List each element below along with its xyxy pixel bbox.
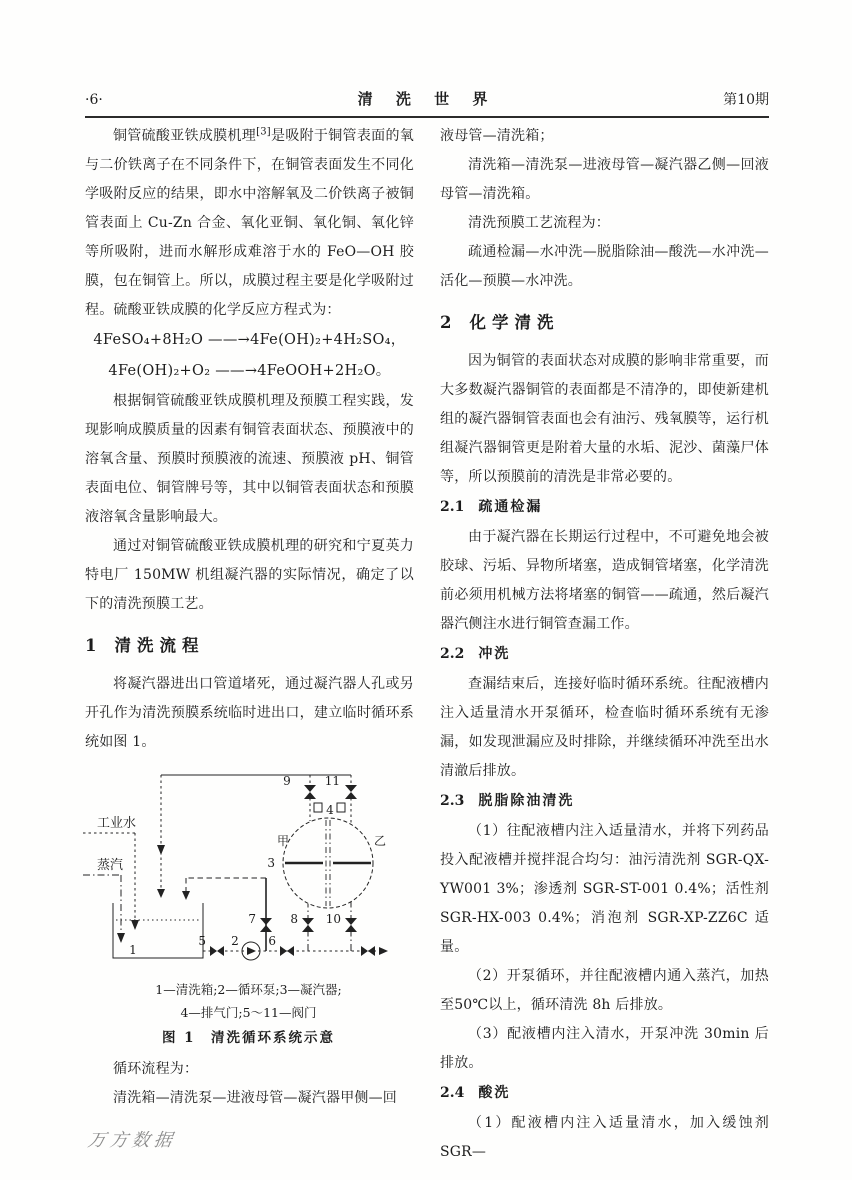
- two-column-body: [85, 122, 769, 1167]
- subsection-2-4-heading: [440, 1079, 769, 1108]
- label-9-valve: 9: [283, 774, 291, 788]
- label-industrial-water: 工业水: [97, 816, 137, 831]
- label-3-condenser: 3: [267, 856, 275, 870]
- label-side-a: 甲: [276, 834, 290, 848]
- subsection-2-2-heading: [440, 640, 769, 669]
- figure-1-diagram: [83, 765, 413, 977]
- section-2-heading: [440, 311, 769, 335]
- paragraph-film-mechanism: [85, 122, 414, 325]
- paragraph-process-route: 疏通检漏—水冲洗—脱脂除油—酸洗—水冲洗—活化—预膜—水冲洗。: [440, 244, 769, 289]
- section-number: 2: [440, 313, 452, 332]
- paragraph-text: 是吸附于铜管表面的氧与二价铁离子在不同条件下，在铜管表面发生不同化学吸附反应的结果，即水中溶解氧及二价铁离子被铜管表面上 Cu-Zn 合金、氧化亚铜、氧化铜、氧化锌等所吸附，进而水解形成难溶于水的 FeO—OH 胶膜，包在铜管上。所以，成膜过程主要是化学吸附过程。硫酸亚铁成膜的化学反应方程式为：: [85, 128, 415, 318]
- label-6-valve: 6: [268, 934, 276, 948]
- paragraph-loop-route-a-cont: 液母管—清洗箱；: [440, 128, 554, 144]
- paragraph-loop-intro: 循环流程为：: [113, 1061, 199, 1077]
- subsection-number: 2.1: [440, 499, 465, 515]
- right-column: [440, 122, 769, 1167]
- paragraph-film-factors: 根据铜管硫酸亚铁成膜机理及预膜工程实践，发现影响成膜质量的因素有铜管表面状态、预膜液中的溶氧含量、预膜时预膜液的流速、预膜液 pH、铜管表面电位、铜管牌号等，其中以铜管表面状态和预膜液溶氧含量影响最大。: [85, 393, 414, 525]
- label-4-air-vent: 4: [326, 803, 334, 817]
- figure-caption-line-1: 1—清洗箱;2—循环泵;3—凝汽器;: [155, 982, 342, 997]
- subsection-number: 2.4: [440, 1085, 465, 1101]
- paragraph-degrease-step-3: （3）配液槽内注入清水，开泵冲洗 30min 后排放。: [440, 1026, 769, 1071]
- subsection-title: 酸洗: [478, 1085, 511, 1101]
- subsection-title: 疏通检漏: [478, 499, 543, 515]
- label-10-valve: 10: [325, 912, 341, 926]
- label-steam: 蒸汽: [97, 858, 124, 873]
- paragraph-acid-wash-step-1: （1）配液槽内注入适量清水，加入缓蚀剂 SGR—: [440, 1115, 769, 1160]
- wanfang-watermark: 万方数据: [86, 1130, 178, 1151]
- label-7-valve: 7: [248, 912, 256, 926]
- paragraph-plant-background: 通过对铜管硫酸亚铁成膜机理的研究和宁夏英力特电厂 150MW 机组凝汽器的实际情况，确定了以下的清洗预膜工艺。: [85, 538, 414, 612]
- figure-title: 图 1 清洗循环系统示意: [161, 1030, 336, 1046]
- label-11-valve: 11: [324, 774, 340, 788]
- chemical-equation-2: 4Fe(OH)₂+O₂ ——→4FeOOH+2H₂O。: [108, 363, 391, 379]
- subsection-2-1-heading: [440, 493, 769, 522]
- subsection-title: 冲洗: [478, 646, 511, 662]
- paragraph-cleaning-necessity: 因为铜管的表面状态对成膜的影响非常重要，而大多数凝汽器铜管的表面都是不清净的，即使新建机组的凝汽器铜管表面也会有油污、残氧膜等，运行机组凝汽器铜管更是附着大量的水垢、泥沙、菌藻尸体等，所以预膜前的清洗是非常必要的。: [440, 353, 769, 485]
- label-side-b: 乙: [373, 834, 387, 848]
- paragraph-water-flush: 查漏结束后，连接好临时循环系统。往配液槽内注入适量清水开泵循环，检查临时循环系统有无渗漏，如发现泄漏应及时排除，并继续循环冲洗至出水清澈后排放。: [440, 676, 769, 779]
- citation-superscript: [3]: [256, 126, 271, 138]
- label-8-valve: 8: [290, 912, 298, 926]
- subsection-2-3-heading: [440, 787, 769, 816]
- page-number: ·6·: [85, 92, 103, 108]
- section-number: 1: [85, 636, 97, 655]
- paragraph-degrease-step-2: （2）开泵循环，并往配液槽内通入蒸汽，加热至50℃以上，循环清洗 8h 后排放。: [440, 968, 769, 1013]
- paragraph-temp-loop: 将凝汽器进出口管道堵死，通过凝汽器人孔或另开孔作为清洗预膜系统临时进出口，建立临时循环系统如图 1。: [85, 676, 414, 750]
- figure-caption-line-2: 4—排气门;5～11—阀门: [180, 1005, 317, 1020]
- issue-number: 第10期: [723, 92, 769, 108]
- subsection-number: 2.2: [440, 646, 465, 662]
- paragraph-text: 铜管硫酸亚铁成膜机理: [113, 128, 257, 144]
- label-2-pump: 2: [231, 934, 239, 948]
- page-header: [85, 88, 769, 118]
- section-title: 化学清洗: [469, 313, 560, 332]
- paragraph-dredging-leak-check: 由于凝汽器在长期运行过程中，不可避免地会被胶球、污垢、异物所堵塞，造成铜管堵塞，化学清洗前必须用机械方法将堵塞的铜管——疏通，然后凝汽器汽侧注水进行铜管查漏工作。: [440, 529, 769, 632]
- chemical-equation-1: 4FeSO₄+8H₂O ——→4Fe(OH)₂+4H₂SO₄，: [93, 332, 406, 348]
- subsection-title: 脱脂除油清洗: [478, 793, 575, 809]
- journal-title: 清 洗 世 界: [357, 90, 497, 108]
- subsection-number: 2.3: [440, 793, 465, 809]
- paragraph-loop-route-b: 清洗箱—清洗泵—进液母管—凝汽器乙侧—回液母管—清洗箱。: [440, 157, 769, 202]
- section-1-heading: [85, 634, 414, 658]
- label-1-tank: 1: [129, 943, 137, 957]
- figure-1: [83, 765, 414, 1049]
- paragraph-degrease-step-1: （1）往配液槽内注入适量清水，并将下列药品投入配液槽并搅拌混合均匀：油污清洗剂 SGR-QX-YW001 3%；渗透剂 SGR-ST-001 0.4%；活性剂 SGR-HX-003 0.4%；消泡剂 SGR-XP-ZZ6C 适量。: [440, 823, 769, 955]
- left-column: [85, 122, 414, 1167]
- section-title: 清洗流程: [114, 636, 205, 655]
- label-5-valve: 5: [198, 934, 206, 948]
- paragraph-loop-route-a: 清洗箱—清洗泵—进液母管—凝汽器甲侧—回: [113, 1090, 397, 1106]
- paragraph-process-intro: 清洗预膜工艺流程为：: [468, 215, 610, 231]
